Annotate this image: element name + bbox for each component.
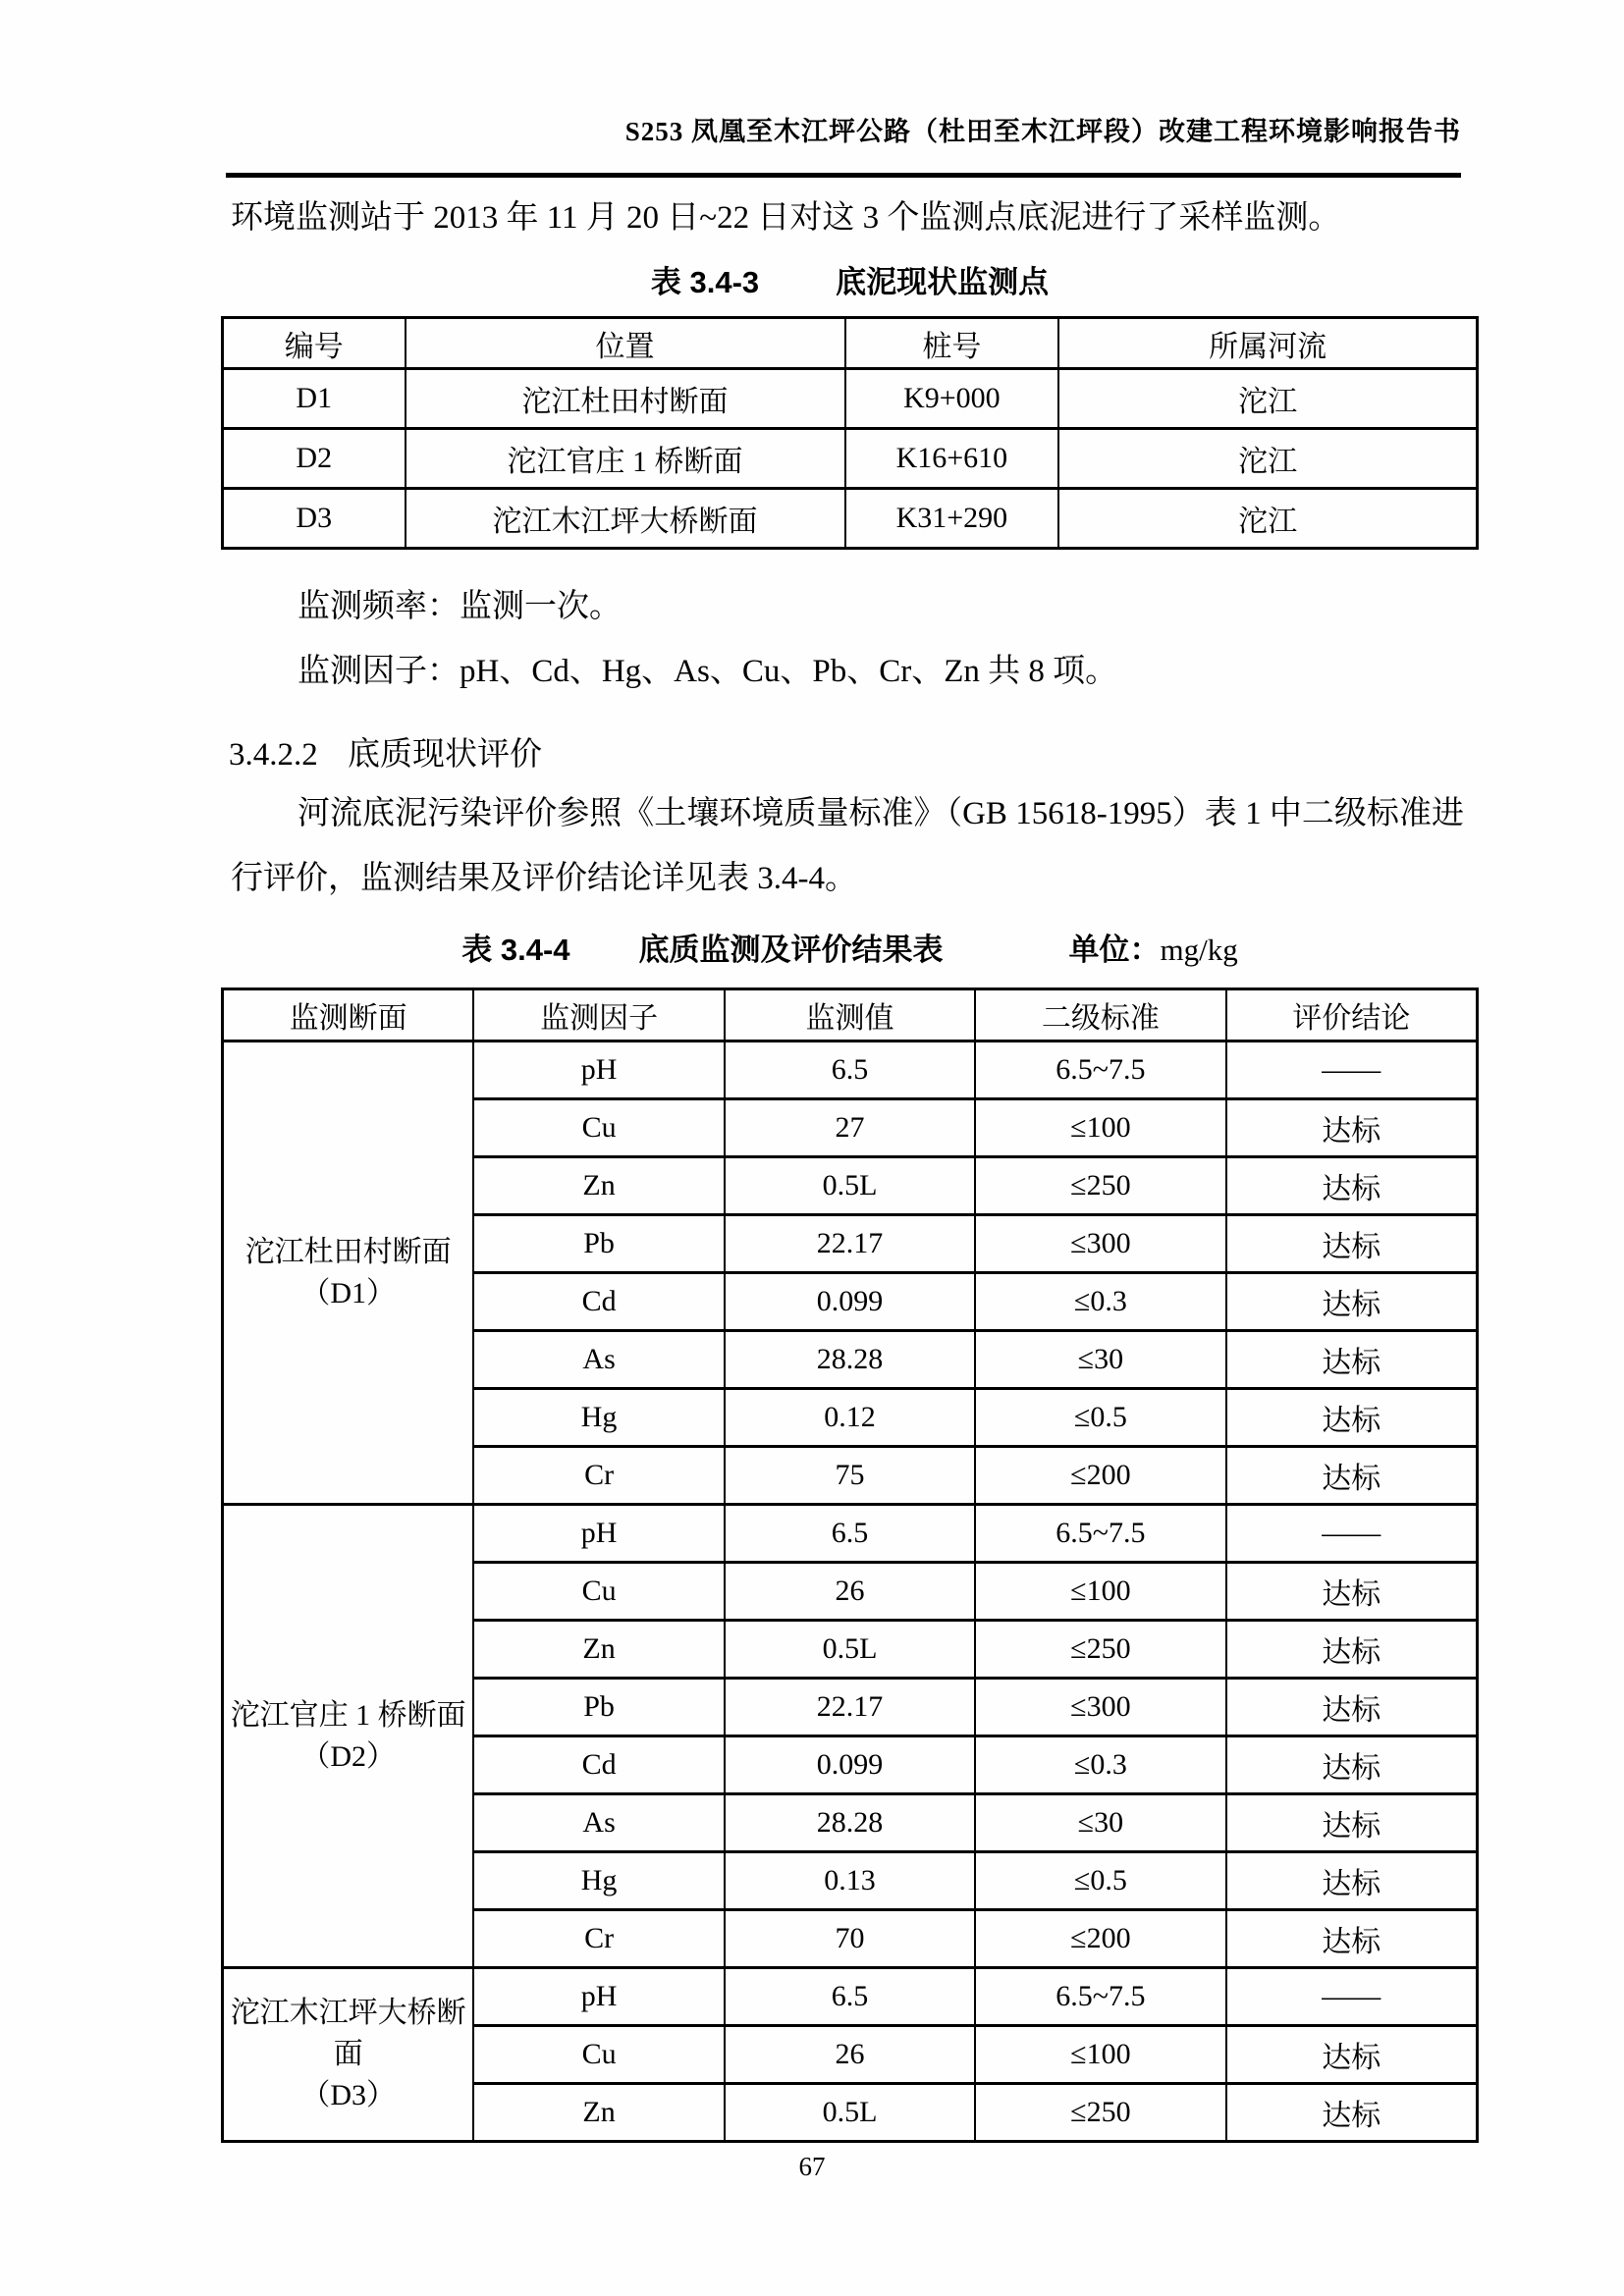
table1-caption-title: 底泥现状监测点: [836, 265, 1050, 299]
table1-header-cell: 位置: [406, 318, 845, 369]
frequency-paragraph: 监测频率：监测一次。: [298, 589, 622, 624]
table2-cell: Cu: [473, 1563, 724, 1621]
table2-cell: 达标: [1226, 1389, 1478, 1447]
section-title: 底质现状评价: [348, 737, 542, 773]
table2-cell: 26: [725, 1563, 975, 1621]
table2-cell: 达标: [1226, 1215, 1478, 1273]
section-label-cell: [223, 1968, 474, 2142]
factors-paragraph: 监测因子：pH、Cd、Hg、As、Cu、Pb、Cr、Zn 共 8 项。: [298, 654, 1118, 689]
table2-cell: ≤30: [975, 1794, 1225, 1852]
table1-cell: 沱江: [1058, 429, 1477, 489]
table2-cell: ≤300: [975, 1679, 1225, 1736]
table2-unit: [1069, 925, 1238, 969]
table2-cell: 70: [725, 1910, 975, 1968]
table2-cell: 0.5L: [725, 1621, 975, 1679]
table2-cell: ——: [1226, 1505, 1478, 1563]
table2-cell: 22.17: [725, 1215, 975, 1273]
table2-cell: ≤30: [975, 1331, 1225, 1389]
table1-cell: 沱江木江坪大桥断面: [406, 489, 845, 549]
table2-cell: Zn: [473, 1621, 724, 1679]
table2-header-cell: 监测断面: [223, 989, 474, 1041]
table2-cell: 达标: [1226, 1621, 1478, 1679]
table1-row: [223, 489, 1478, 549]
table2-cell: 6.5~7.5: [975, 1505, 1225, 1563]
table2-cell: 达标: [1226, 1736, 1478, 1794]
table2-unit-value: mg/kg: [1160, 933, 1238, 967]
table2-cell: As: [473, 1331, 724, 1389]
table2-header-cell: 监测值: [725, 989, 975, 1041]
table2-cell: 6.5: [725, 1041, 975, 1099]
table2-cell: 达标: [1226, 1563, 1478, 1621]
table2-cell: pH: [473, 1041, 724, 1099]
table2-caption: [221, 925, 1479, 969]
table1-cell: D1: [223, 369, 406, 429]
section-label-cell: [223, 1505, 474, 1968]
table2-cell: Hg: [473, 1389, 724, 1447]
table2-cell: 28.28: [725, 1794, 975, 1852]
table2-cell: 达标: [1226, 1910, 1478, 1968]
table2-cell: 28.28: [725, 1331, 975, 1389]
table2-cell: ≤250: [975, 2084, 1225, 2142]
section-name: 沱江官庄 1 桥断面: [230, 1698, 466, 1732]
table2-cell: pH: [473, 1505, 724, 1563]
table2-cell: As: [473, 1794, 724, 1852]
table2-cell: ——: [1226, 1041, 1478, 1099]
table1-row: [223, 429, 1478, 489]
table2-cell: 达标: [1226, 2026, 1478, 2084]
table2-cell: 6.5: [725, 1968, 975, 2026]
table2-header-cell: 监测因子: [473, 989, 724, 1041]
table2-cell: ≤0.3: [975, 1736, 1225, 1794]
section-name: 沱江杜田村断面: [244, 1235, 452, 1268]
table2-header-cell: 二级标准: [975, 989, 1225, 1041]
table2-cell: Cu: [473, 1099, 724, 1157]
table2-cell: 达标: [1226, 1794, 1478, 1852]
table2-cell: 26: [725, 2026, 975, 2084]
page-header-title: S253 凤凰至木江坪公路（杜田至木江坪段）改建工程环境影响报告书: [624, 117, 1461, 146]
sediment-results-table: [221, 988, 1479, 2143]
table2-cell: ≤100: [975, 1563, 1225, 1621]
table1-caption-label: 表 3.4-3: [650, 265, 760, 299]
table2-cell: 6.5: [725, 1505, 975, 1563]
table2-row: [223, 1041, 1478, 1099]
table2-cell: Pb: [473, 1679, 724, 1736]
table2-header-cell: 评价结论: [1226, 989, 1478, 1041]
table2-cell: 27: [725, 1099, 975, 1157]
table2-cell: 6.5~7.5: [975, 1968, 1225, 2026]
table2-cell: Cu: [473, 2026, 724, 2084]
table2-cell: ≤200: [975, 1910, 1225, 1968]
table2-caption-label: 表 3.4-4: [461, 933, 570, 967]
table2-cell: Zn: [473, 1157, 724, 1215]
table2-cell: Cd: [473, 1736, 724, 1794]
table2-cell: 0.12: [725, 1389, 975, 1447]
table1-header-row: [223, 318, 1478, 369]
table2-unit-label: 单位：: [1068, 933, 1161, 967]
table2-cell: ≤100: [975, 2026, 1225, 2084]
table2-cell: 0.5L: [725, 1157, 975, 1215]
table1-cell: 沱江官庄 1 桥断面: [406, 429, 845, 489]
table1-header-cell: 桩号: [845, 318, 1059, 369]
table2-row: [223, 1505, 1478, 1563]
table1-header-cell: 编号: [223, 318, 406, 369]
table2-cell: Cr: [473, 1447, 724, 1505]
table2-cell: 达标: [1226, 1099, 1478, 1157]
table2-cell: Pb: [473, 1215, 724, 1273]
table2-cell: ≤200: [975, 1447, 1225, 1505]
table2-cell: ≤250: [975, 1621, 1225, 1679]
section-label-cell: [223, 1041, 474, 1505]
table2-cell: pH: [473, 1968, 724, 2026]
evaluation-paragraph: 河流底泥污染评价参照《土壤环境质量标准》（GB 15618-1995）表 1 中二级标准进行评价，监测结果及评价结论详见表 3.4-4。: [231, 796, 1464, 896]
section-code: （D3）: [300, 2079, 397, 2111]
table2-cell: ≤0.3: [975, 1273, 1225, 1331]
table2-cell: 0.099: [725, 1736, 975, 1794]
table2-cell: 75: [725, 1447, 975, 1505]
table2-cell: 22.17: [725, 1679, 975, 1736]
table2-head: [223, 989, 1478, 1041]
section-name: 沱江木江坪大桥断面: [230, 1997, 466, 2070]
section-code: （D1）: [300, 1276, 397, 1309]
table2-cell: ≤100: [975, 1099, 1225, 1157]
table2-cell: ≤0.5: [975, 1389, 1225, 1447]
table1-caption: [221, 257, 1479, 301]
page-number: 67: [798, 2152, 826, 2181]
table2-cell: 0.13: [725, 1852, 975, 1910]
table2-cell: Cr: [473, 1910, 724, 1968]
table2-header-row: [223, 989, 1478, 1041]
table2-body: [223, 1041, 1478, 2142]
table2-cell: 达标: [1226, 1679, 1478, 1736]
table2-cell: 达标: [1226, 1157, 1478, 1215]
table1-cell: D2: [223, 429, 406, 489]
table2-caption-title: 底质监测及评价结果表: [638, 933, 944, 967]
header-rule: [226, 173, 1461, 178]
table1-head: [223, 318, 1478, 369]
intro-paragraph: 环境监测站于 2013 年 11 月 20 日~22 日对这 3 个监测点底泥进行了采样监测。: [231, 200, 1341, 236]
table2-cell: ——: [1226, 1968, 1478, 2026]
table2-cell: 达标: [1226, 1273, 1478, 1331]
table1-cell: 沱江: [1058, 369, 1477, 429]
table1-cell: 沱江杜田村断面: [406, 369, 845, 429]
table1-cell: K16+610: [845, 429, 1059, 489]
table2-cell: 达标: [1226, 1447, 1478, 1505]
table1-row: [223, 369, 1478, 429]
table2-cell: 0.5L: [725, 2084, 975, 2142]
table2-cell: Zn: [473, 2084, 724, 2142]
table1-header-cell: 所属河流: [1058, 318, 1477, 369]
monitoring-points-table: [221, 316, 1479, 550]
table2-cell: 6.5~7.5: [975, 1041, 1225, 1099]
section-code: （D2）: [300, 1739, 397, 1773]
table1-cell: K9+000: [845, 369, 1059, 429]
table2-cell: ≤250: [975, 1157, 1225, 1215]
table2-cell: 达标: [1226, 2084, 1478, 2142]
table2-cell: 达标: [1226, 1331, 1478, 1389]
table2-cell: 达标: [1226, 1852, 1478, 1910]
table2-cell: Cd: [473, 1273, 724, 1331]
table2-row: [223, 1968, 1478, 2026]
section-number: 3.4.2.2: [229, 737, 318, 773]
table1-cell: 沱江: [1058, 489, 1477, 549]
table1-body: [223, 369, 1478, 549]
table1-cell: K31+290: [845, 489, 1059, 549]
section-heading: [229, 728, 542, 774]
table2-cell: 0.099: [725, 1273, 975, 1331]
table1-cell: D3: [223, 489, 406, 549]
table2-cell: ≤0.5: [975, 1852, 1225, 1910]
table2-cell: ≤300: [975, 1215, 1225, 1273]
table2-cell: Hg: [473, 1852, 724, 1910]
